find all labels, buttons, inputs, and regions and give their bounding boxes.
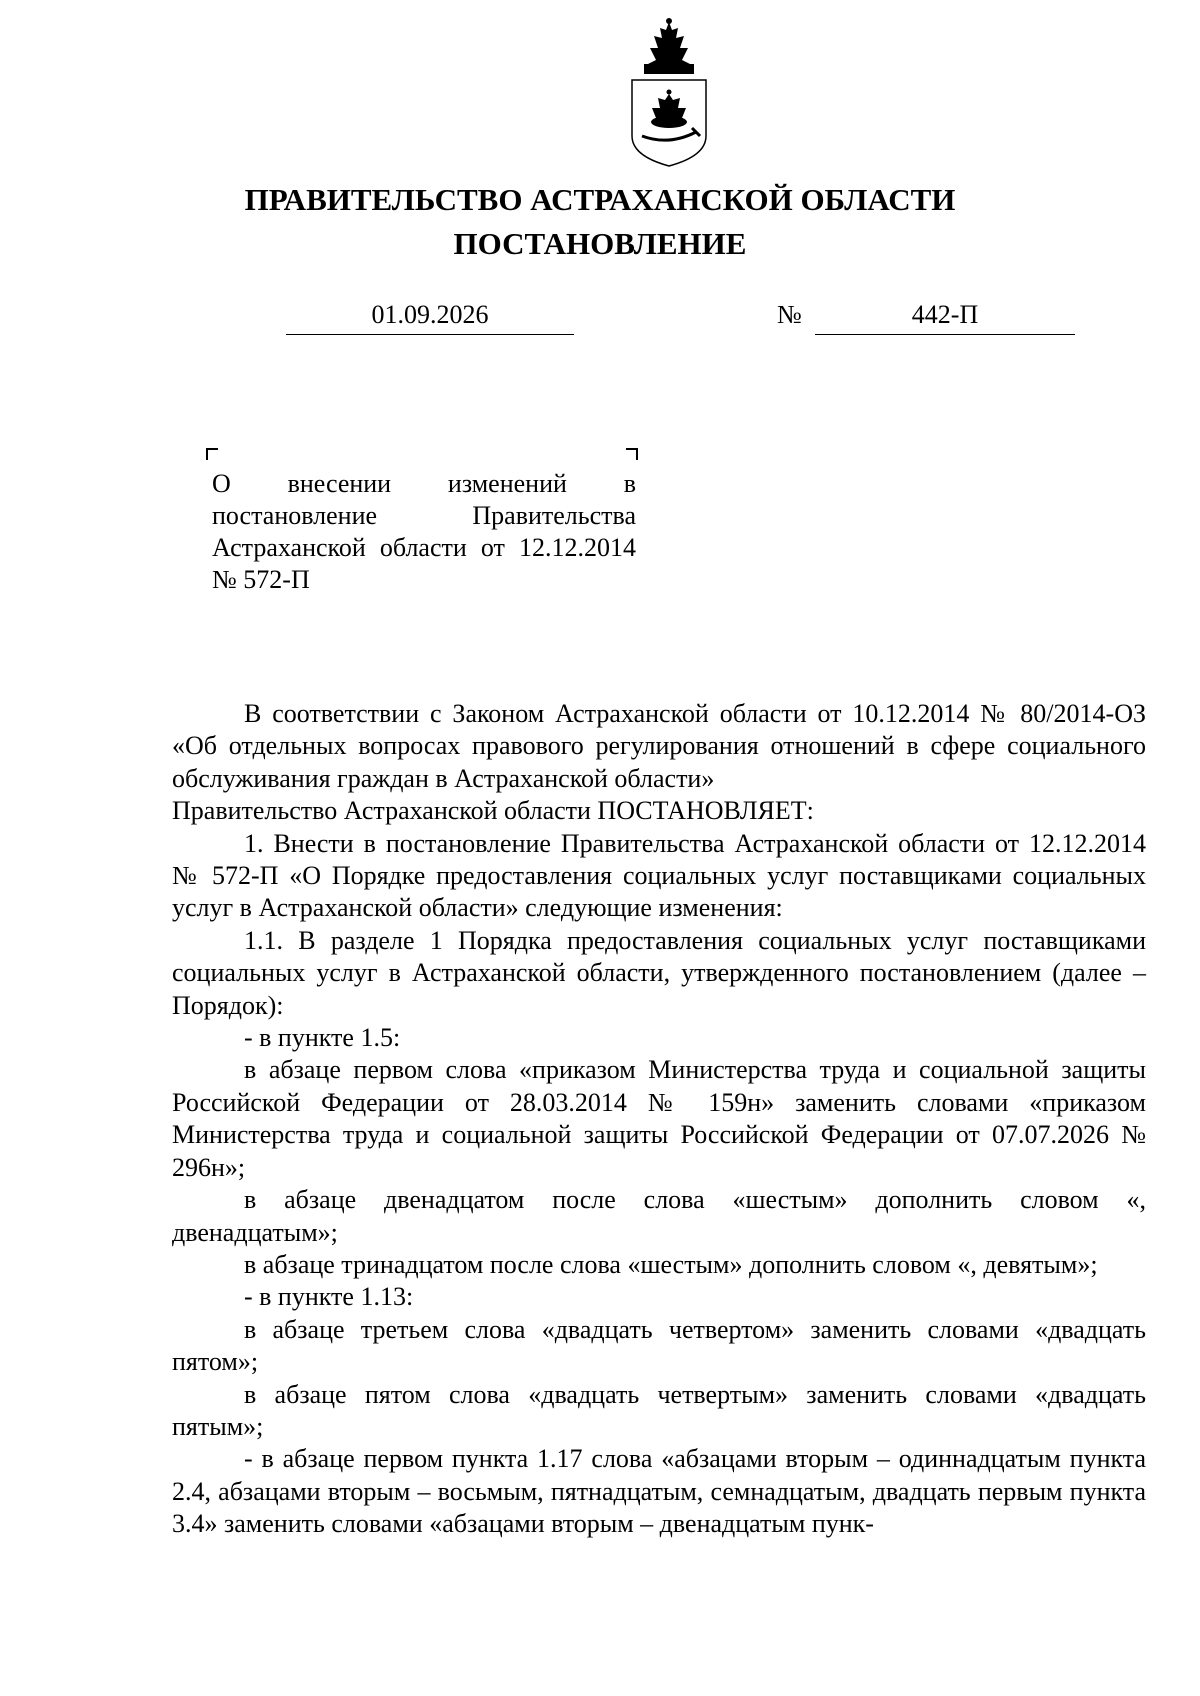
astrakhan-coat-of-arms-icon — [626, 18, 712, 168]
document-header — [0, 178, 1200, 266]
document-date: 01.09.2026 — [286, 298, 574, 335]
document-number: 442-П — [815, 298, 1075, 335]
document-type: ПОСТАНОВЛЕНИЕ — [453, 226, 747, 261]
body-paragraph: в абзаце тринадцатом после слова «шестым» дополнить словом «, девятым»; — [244, 1249, 1098, 1279]
body-paragraph: 1. Внести в постановление Правительства Астраханской области от 12.12.2014 № 572-П «О Порядке предоставления социальных услуг поставщиками социальных услуг в Астраханской области» следующие изменения: — [172, 828, 1146, 923]
body-paragraph: - в абзаце первом пункта 1.17 слова «абзацами вторым – одиннадцатым пункта 2.4, абзацами вторым – восьмым, пятнадцатым, семнадцатым, двадцать первым пункта 3.4» заменить словами «абзацами вторым – двенадцатым пунк- — [172, 1444, 1146, 1539]
body-paragraph: - в пункте 1.13: — [244, 1282, 414, 1312]
body-paragraph: 1.1. В разделе 1 Порядка предоставления социальных услуг поставщиками социальных услуг в Астраханской области, утвержденного постановлением (далее – Порядок): — [172, 925, 1146, 1020]
body-paragraph: Правительство Астраханской области ПОСТАНОВЛЯЕТ: — [172, 796, 814, 826]
body-paragraph: в абзаце третьем слова «двадцать четвертом» заменить словами «двадцать пятом»; — [172, 1314, 1146, 1377]
document-body — [172, 698, 1146, 1541]
number-sign: № — [777, 300, 802, 329]
subject-corner-right — [626, 448, 638, 460]
organization-name: ПРАВИТЕЛЬСТВО АСТРАХАНСКОЙ ОБЛАСТИ — [244, 182, 956, 217]
body-paragraph: - в пункте 1.5: — [244, 1023, 401, 1053]
body-paragraph: в абзаце пятом слова «двадцать четвертым» заменить словами «двадцать пятым»; — [172, 1379, 1146, 1441]
body-paragraph: в абзаце первом слова «приказом Министерства труда и социальной защиты Российской Федерации от 28.03.2014 № 159н» заменить словами «приказом Министерства труда и социальной защиты Российской Федерации от 07.07.2026 № 296н»; — [172, 1055, 1146, 1182]
document-subject: О внесении изменений в постановление Правительства Астраханской области от 12.12.2014 № 572-П — [212, 469, 636, 594]
coat-of-arms-emblem — [626, 18, 712, 168]
subject-corner-left — [206, 448, 218, 460]
body-paragraph: В соответствии с Законом Астраханской области от 10.12.2014 № 80/2014-ОЗ «Об отдельных вопросах правового регулирования отношений в сфере социального обслуживания граждан в Астраханской области» — [172, 699, 1146, 793]
body-paragraph: в абзаце двенадцатом после слова «шестым» дополнить словом «, двенадцатым»; — [172, 1185, 1146, 1247]
